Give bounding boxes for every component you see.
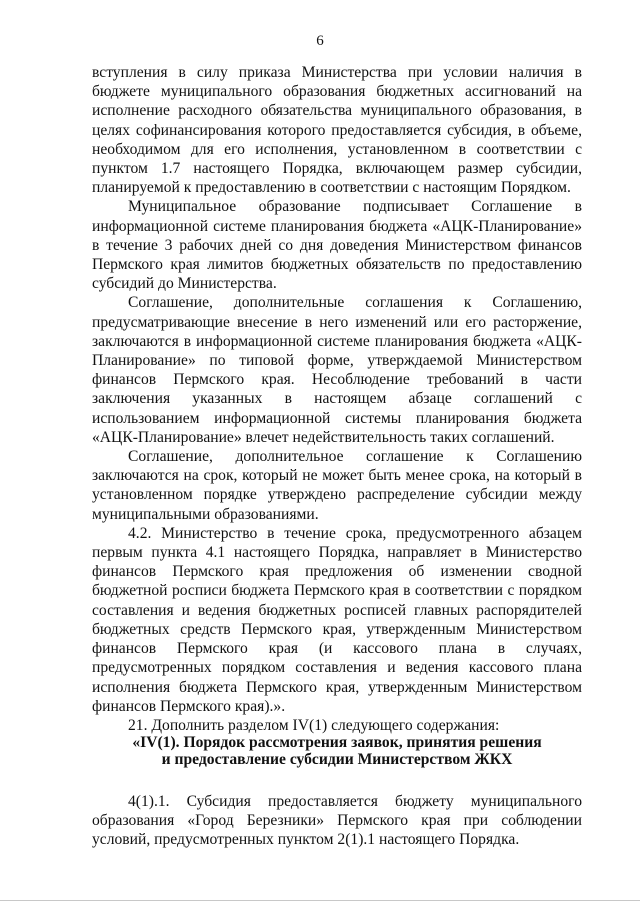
- page-bottom-edge: [0, 900, 640, 901]
- paragraph-agreement-amendments: Соглашение, дополнительные соглашения к Соглашению, предусматривающие внесение в него изменений или его расторжение, заключаются в информационной системе планирования бюджета «АЦК-Планирование» по типовой форме, утверждаемой Министерством финансов Пермского края. Несоблюдение требований в части заключения указанных в настоящем абзаце соглашений с использованием информационной системы планирования бюджета «АЦК-Планирование» влечет недействительность таких соглашений.: [92, 294, 582, 446]
- section-heading-line-1: «IV(1). Порядок рассмотрения заявок, принятия решения: [132, 734, 542, 751]
- paragraph-clause-4-2: 4.2. Министерство в течение срока, предусмотренного абзацем первым пункта 4.1 настоящего Порядка, направляет в Министерство финансов Пермского края предложения об изменении сводной бюджетной росписи бюджета Пермского края в соответствии с порядком составления и ведения бюджетных росписей главных распорядителей бюджетных средств Пермского края, утвержденным Министерством финансов Пермского края (и кассового плана в случаях, предусмотренных порядком составления и ведения кассового плана исполнения бюджета Пермского края, утвержденным Министерством финансов Пермского края).».: [92, 524, 582, 715]
- section-body: [92, 792, 582, 850]
- paragraph-item-21: 21. Дополнить разделом IV(1) следующего содержания:: [128, 716, 500, 734]
- section-heading: [92, 735, 582, 768]
- paragraph-clause-4-1-1: 4(1).1. Субсидия предоставляется бюджету муниципального образования «Город Березники» Пермского края при соблюдении условий, предусмотренных пунктом 2(1).1 настоящего Порядка.: [92, 793, 582, 849]
- paragraph-agreement-term: Соглашение, дополнительное соглашение к Соглашению заключаются на срок, который не может быть менее срока, на который в установленном порядке утверждено распределение субсидии между муниципальными образованиями.: [92, 448, 582, 523]
- section-heading-line-2: и предоставление субсидии Министерством ЖКХ: [161, 750, 513, 768]
- paragraph-agreement-signing: Муниципальное образование подписывает Соглашение в информационной системе планирования бюджета «АЦК-Планирование» в течение 3 рабочих дней со дня доведения Министерством финансов Пермского края лимитов бюджетных обязательств по предоставлению субсидий до Министерства.: [92, 198, 582, 293]
- paragraph-continuation: вступления в силу приказа Министерства при условии наличия в бюджете муниципального образования бюджетных ассигнований на исполнение расходного обязательства муниципального образования, в целях софинансирования которого предоставляется субсидия, в объеме, необходимом для его исполнения, установленном в соответствии с пунктом 1.7 настоящего Порядка, включающем размер субсидии, планируемой к предоставлению в соответствии с настоящим Порядком.: [92, 64, 582, 197]
- document-body: [92, 63, 582, 735]
- page-number: 6: [316, 33, 324, 49]
